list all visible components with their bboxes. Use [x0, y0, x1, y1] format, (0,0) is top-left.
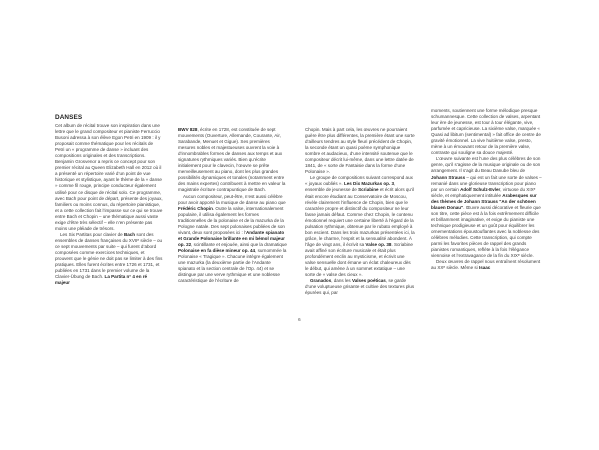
- text-run: , écrite en 1728, est constituée de sept mouvements (Ouverture, Allemande, Courante, Air, Sarabande, Menuet et Gigue). Ses premières mesures nobles et majestueuses ouvrent la voie à d’innombrables formes de danses aux temps et aux signatures rythmiques variés. Bien qu’écrite initialement pour le clavecin, l’œuvre se prête merveilleusement au piano, dont les plus grandes possibilités dynamiques et tonales (notamment entre des mains expertes) contribuent à mettre en valeur la magistrale écriture contrapuntique de Bach.: [178, 127, 286, 193]
- text-run: – qui est un fait une sorte de valses – remanié dans une glorieuse transcription pour piano par un certain: [431, 174, 542, 192]
- bold-text: Arabesques sur des thèmes de Johann Strauss "An der schönen blauen Donau": [431, 192, 537, 210]
- text-run: Les Six Partitas pour clavier de: [60, 231, 124, 237]
- text-run: . Scriabine avait affiné son écriture musicale et était plus profondément enclin au mysticisme, et écrivit une valse sensuelle dont émane un éclat chaleureux dès le début, qui amène à un sommet extatique – une sorte de « valse des cieux ».: [305, 241, 413, 278]
- paragraph: [305, 175, 415, 278]
- text-run: L’œuvre suivante est l’une des plus célèbres de son genre, qu’il s’agisse de la musique originale ou de son arrangement. Il s’agit du Beau Danube bleu de: [431, 156, 541, 174]
- bold-text: Adolf Schulz-Evler: [460, 186, 501, 192]
- bold-text: BWV 828: [178, 127, 198, 132]
- bold-text: Granados: [310, 278, 332, 284]
- bold-text: Polonaise en fa dièse mineur op. 44: [178, 247, 256, 253]
- bold-text: Les Dix Mazurkas op. 3: [343, 181, 394, 187]
- text-run: , surnommée la Polonaise « Tragique ». Chacune intègre également une mazurka (la deuxième partie de l’Andante spianato et la section centrale de l’Op. 44) et se distingue par une verve rythmique et une noblesse caractéristique de l’écriture de: [178, 247, 287, 284]
- text-run: . Œuvre aussi décorative et fleurie que son titre, cette pièce est à la fois extrêmement difficile et brillamment imaginative, et exige du pianiste une technique prodigieuse et un goût pour équilibrer les ornementations époustouflantes avec la noblesse des célèbres mélodies. Cette transcription, qui compte parmi les favorites pièces de rappel des grands pianistes romantiques, reflète à la fois l’élégance viennoise et l’extravagance de la fin du XIXᵉ siècle.: [431, 204, 541, 259]
- text-run: et écrit alors qu’il était encore étudiant au Conservatoire de Moscou, révèle clairement l’influence de Chopin, bien que le caractère propre et distinctif du compositeur ne leur fasse jamais défaut. Comme chez Chopin, le contenu émotionnel requiert une certaine liberté à l’égard de la pulsation rythmique, obtenue par le rubato employé à bon escient. Dans les trois mazurkas présentées ici, la grâce, le charme, l’esprit et la sensualité abondent. À l’âge de vingt ans, il écrivit sa: [305, 187, 415, 247]
- bold-text: Valse op. 38: [365, 241, 392, 247]
- paragraph: [55, 232, 163, 286]
- paragraph: moments, soutiennent une forme mélodique presque schumannesque. Cette collection de valses, arpentant leur ère de jeunesse, est tour à tour élégante, vive, parfumée et capricieuse. La sixième valse, marquée « Quasi ad libitum (sentimental) » fait office de centre de gravité émotionnel. La vive huitième valse, presto, mène à un émouvant retour de la première valse, contraste qui souligne sa douce majesté.: [431, 108, 541, 156]
- text-run: , virtuose du XIXᵉ siècle, et emphatiquement intitulée: [431, 186, 536, 198]
- bold-text: Valses poéticas: [351, 278, 386, 284]
- text-run: Deux œuvres de rappel nous entraînent résolument au XXᵉ siècle. Même si: [431, 259, 541, 271]
- bold-text: Isaac: [478, 265, 491, 271]
- text-run: Le groupe de compositions suivant correspond aux « joyaux oubliés ».: [305, 175, 413, 187]
- bold-text: Scriabine: [358, 187, 379, 193]
- bold-text: La Partita n° 4 en ré majeur: [55, 274, 148, 286]
- text-column-3: [305, 127, 415, 296]
- text-column-2: [178, 127, 287, 284]
- paragraph: Chopin. Mais à part cela, les œuvres ne pourraient guère être plus différentes, la première étant une sorte d’ailleurs tendres au style fleuri précédent de Chopin, la seconde étant un quasi poème symphonique sombre et audacieux, d’une intensité soutenue que le compositeur décrit lui-même, dans une lettre datée de 1841, de « sorte de Fantaisie dans la forme d’une Polonaise ».: [305, 127, 415, 175]
- paragraph: [178, 194, 287, 285]
- text-column-4: [431, 108, 542, 271]
- paragraph: [305, 278, 415, 296]
- paragraph: [431, 259, 542, 271]
- text-run: sont des ensembles de danses françaises du XVIIᵉ siècle – ou ce sept mouvements par suite – qui furent d’abord composées comme exercices techniques, et prouvent que le génie ne doit pas se limiter à des fins pratiques. Elles furent écrites entre 1726 et 1731, et publiées en 1731 dans le premier volume de la Clavier-Übung de Bach.: [55, 231, 163, 280]
- paragraph: [178, 127, 287, 194]
- paragraph: [431, 156, 542, 259]
- section-heading: DANSES: [55, 114, 83, 121]
- bold-text: Bach: [123, 231, 136, 237]
- bold-text: Andante spianato et Grande Polonaise brillante en mi bémol majeur op. 22: [178, 229, 285, 247]
- text-column-1: [55, 114, 163, 286]
- page-number: 6: [298, 318, 301, 323]
- text-run: Aucun compositeur, peut-être, n’est aussi célèbre pour avoir apporté la musique de danse au piano que: [178, 193, 286, 205]
- text-run: , se garde d’une voluptueuse grisante et cultive des textures plus épurées qui, par: [305, 278, 415, 296]
- text-run: . Outre la valse, internationalement populaire, il utilisa également les formes traditionnelles de la polonaise et de la mazurka de la Pologne natale. Des sept polonaises publiées de son vivant, deux sont proposées ici : l’: [178, 205, 285, 235]
- text-run: , scintillante et enjouée, ainsi que la dramatique: [191, 241, 287, 247]
- bold-text: Frédéric Chopin: [178, 205, 213, 211]
- text-run: , dans les: [331, 278, 352, 284]
- bold-text: Johann Strauss: [431, 174, 466, 180]
- paragraph: Cet album de récital trouve son inspiration dans une lettre que le grand compositeur et pianiste Ferruccio Busoni adressa à son élève Egon Petri en 1909 : il y proposait comme thématique pour les récitals de Petri un « programme de danse » incluant des compositions originales et des transcriptions. Benjamin Grosvenor a repris ce concept pour son premier récital au Queen Elizabeth Hall en 2012 où il a présenté un répertoire varié d’un point de vue historique et stylistique, ayant le thème de la « danse » comme fil rouge, principe conducteur également utilisé pour ce disque de récital solo. Ce programme, avec Bach pour point de départ, présente des joyaux, familiers ou moins connus, du répertoire pianistique, et a cette collection fait l’impasse sur ce qui se trouve entre Bach et Chopin – une thématique aussi vaste exige d’être très sélectif – elle n’en présente pas moins une pléiade de trésors.: [55, 123, 163, 231]
- text-run: , ensemble de jeunesse de: [305, 181, 396, 193]
